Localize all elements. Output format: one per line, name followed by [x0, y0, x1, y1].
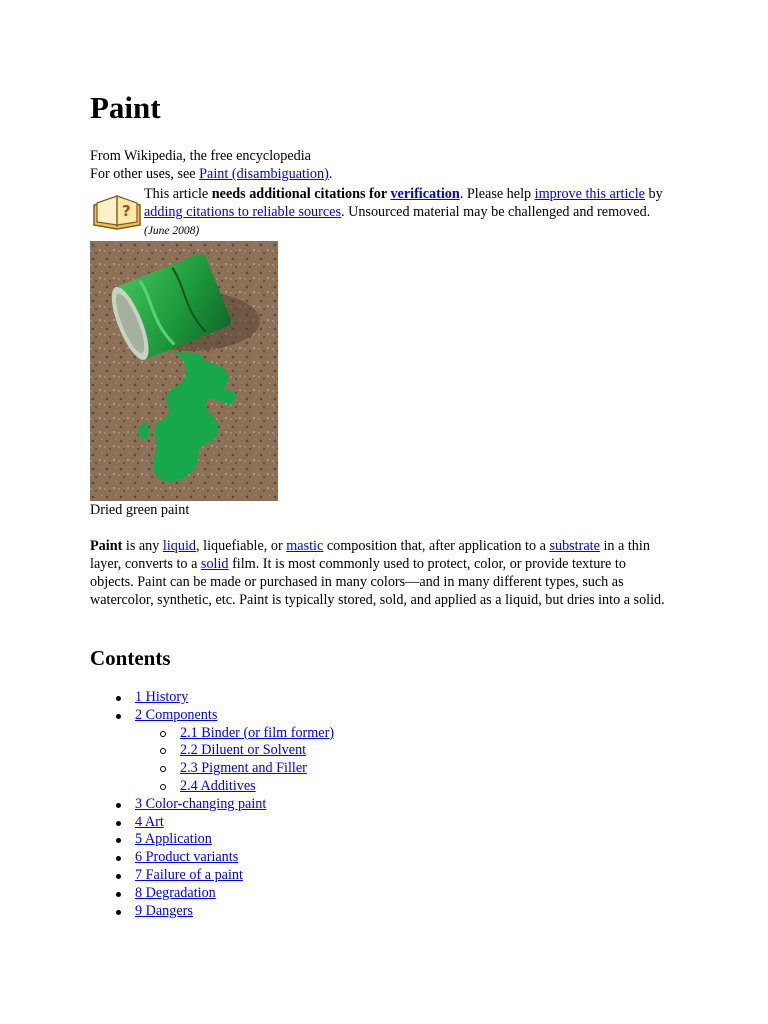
toc-subitem	[90, 742, 680, 760]
from-line: From Wikipedia, the free encyclopedia	[90, 148, 311, 164]
image-caption: Dried green paint	[90, 502, 190, 518]
toc-link-application[interactable]: 5 Application	[135, 831, 212, 848]
toc-link-art[interactable]: 4 Art	[135, 813, 164, 830]
toc-item	[90, 903, 680, 921]
svg-text:?: ?	[122, 202, 131, 220]
toc-item	[90, 814, 680, 832]
table-of-contents	[90, 689, 680, 920]
liquid-link[interactable]: liquid	[162, 538, 197, 554]
toc-link-binder[interactable]: 2.1 Binder (or film former)	[180, 724, 335, 741]
toc-link-degradation[interactable]: 8 Degradation	[135, 884, 216, 901]
article-header-info	[90, 147, 680, 183]
contents-heading: Contents	[90, 646, 171, 670]
verification-link[interactable]: verification	[390, 186, 460, 202]
toc-subitem	[90, 760, 680, 778]
notice-text: This article needs additional citations for verification. Please help improve this article by adding citations to reliable sources. Unsourced material may be challenged and removed. (June 2008)	[144, 186, 663, 237]
toc-link-failure[interactable]: 7 Failure of a paint	[135, 866, 243, 883]
hatnote: For other uses, see Paint (disambiguation).	[90, 166, 333, 182]
disambiguation-link[interactable]: Paint (disambiguation)	[199, 166, 329, 182]
toc-link-color-changing[interactable]: 3 Color-changing paint	[135, 795, 267, 812]
toc-item	[90, 867, 680, 885]
toc-link-additives[interactable]: 2.4 Additives	[180, 777, 256, 794]
toc-subitem	[90, 725, 680, 743]
citation-notice	[90, 185, 680, 239]
paint-can-photo	[90, 241, 278, 501]
toc-item	[90, 831, 680, 849]
lead-paragraph: Paint is any liquid, liquefiable, or mastic composition that, after application to a substrate in a thin layer, converts to a solid film. It is most commonly used to protect, color, or provide texture to objects. Paint can be made or purchased in many colors—and in many different types, such as watercolor, synthetic, etc. Paint is typically stored, sold, and applied as a liquid, but dries into a solid.	[90, 538, 665, 608]
toc-item	[90, 849, 680, 867]
toc-link-dangers[interactable]: 9 Dangers	[135, 902, 193, 919]
toc-link-pigment[interactable]: 2.3 Pigment and Filler	[180, 760, 307, 777]
toc-subitem	[90, 778, 680, 796]
toc-item	[90, 796, 680, 814]
toc-item	[90, 689, 680, 707]
toc-link-diluent[interactable]: 2.2 Diluent or Solvent	[180, 742, 307, 759]
notice-date: (June 2008)	[144, 225, 200, 237]
toc-item	[90, 707, 680, 725]
substrate-link[interactable]: substrate	[549, 538, 600, 554]
toc-item	[90, 885, 680, 903]
page-title: Paint	[90, 90, 161, 125]
solid-link[interactable]: solid	[200, 556, 229, 572]
mastic-link[interactable]: mastic	[286, 538, 324, 554]
improve-article-link[interactable]: improve this article	[534, 186, 645, 202]
book-question-icon	[91, 191, 143, 231]
adding-citations-link[interactable]: adding citations to reliable sources	[144, 204, 341, 220]
toc-link-history[interactable]: 1 History	[135, 689, 189, 705]
toc-link-product-variants[interactable]: 6 Product variants	[135, 849, 239, 866]
toc-link-components[interactable]: 2 Components	[135, 706, 218, 723]
